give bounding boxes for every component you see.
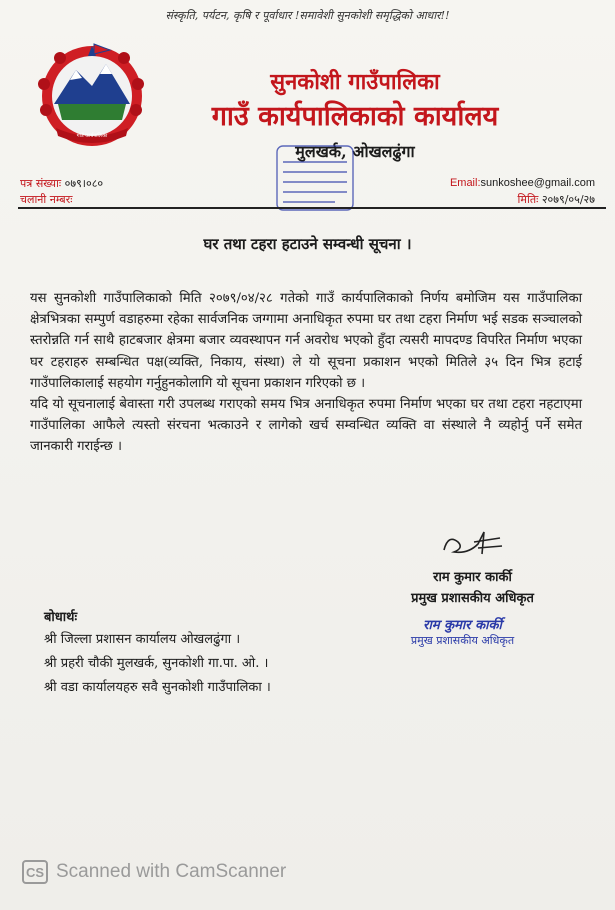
camscanner-text: Scanned with CamScanner: [56, 861, 287, 882]
office-location: मुलखर्क, ओखलढुंगा: [295, 142, 415, 161]
signatory-name: राम कुमार कार्की: [433, 570, 512, 585]
notice-body: [30, 288, 582, 458]
body-paragraph-2: यदि यो सूचनालाई बेवास्ता गरी उपलब्ध गराएको समय भित्र अनाधिकृत रुपमा निर्माण भएका घर तथा टहरा नहटाएमा गाउँपालिका आफैले त्यस्तो संरचना भत्काउने र लागेको खर्च सम्वन्धित व्यक्ति वा संस्थाले नै व्यहोर्नु पर्ने समेत जानकारी गराईन्छ ।: [30, 397, 582, 455]
municipality-name: सुनकोशी गाउँपालिका: [270, 69, 440, 95]
camscanner-logo-icon: CS: [22, 860, 48, 884]
bodharth-item: श्री प्रहरी चौकी मुलखर्क, सुनकोशी गा.पा. ओ. ।: [44, 656, 269, 671]
signatory-designation: प्रमुख प्रशासकीय अधिकृत: [411, 591, 534, 606]
email-line: [450, 176, 595, 189]
body-paragraph-1: यस सुनकोशी गाउँपालिकाको मिति २०७९/०४/२८ गतेको गाउँ कार्यपालिकाको निर्णय बमोजिम यस गाउँपालिका क्षेत्रभित्रका सम्पुर्ण वडाहरुमा रहेका सार्वजनिक जग्गामा अनाधिकृत रुपमा घर तथा टहरा निर्माण भई सडक सञ्चालको स्तरोन्नति गर्न साथै हाटबजार क्षेत्रमा बजार व्यवस्थापन गर्न अवरोध भएको हुँदा त्यसरी मापदण्ड विपरित निर्माण भएका घर टहराहरु सम्बन्धित पक्ष(व्यक्ति, निकाय, संस्था) ले यो सूचना प्रकाशन भएको मितिले ३५ दिन भित्र हटाई गाउँपालिकालाई सहयोग गर्नुहुनकोलागि यो सूचना प्रकाशन गरिएको छ ।: [30, 291, 582, 391]
patra-sankhya-value: ०७९।०८०: [64, 177, 104, 190]
chalani-label: चलानी नम्बरः: [20, 193, 73, 206]
date-label: मितिः: [517, 193, 539, 206]
date-value: २०७९/०५/२७: [541, 193, 595, 206]
notice-subject: घर तथा टहरा हटाउने सम्वन्धी सूचना ।: [203, 235, 412, 253]
handwritten-signature: [438, 524, 508, 560]
bodharth-item: श्री जिल्ला प्रशासन कार्यालय ओखलढुंगा ।: [44, 632, 241, 647]
date-line: [518, 192, 595, 207]
header-divider: [18, 207, 606, 209]
email-label: Email:: [449, 177, 481, 189]
name-stamp-designation: प्रमुख प्रशासकीय अधिकृत: [410, 634, 515, 647]
bodharth-heading: बोधार्थः: [44, 610, 78, 625]
patra-sankhya: [20, 176, 103, 191]
patra-sankhya-label: पत्र संख्याः: [20, 177, 62, 190]
camscanner-watermark: [22, 860, 286, 884]
chalani-number: [20, 192, 72, 207]
nepal-emblem-logo: [36, 40, 148, 150]
office-name: गाउँ कार्यपालिकाको कार्यालय: [211, 101, 499, 132]
bodharth-item: श्री वडा कार्यालयहरु सवै सुनकोशी गाउँपालिका ।: [44, 680, 271, 695]
email-value: sunkoshee@gmail.com: [480, 177, 595, 189]
name-stamp-name: राम कुमार कार्की: [423, 618, 502, 633]
motto: संस्कृति, पर्यटन, कृषि र पूर्वाधार !समावेशी सुनकोशी समृद्धिको आधार!!: [165, 9, 450, 22]
svg-text:गाउँ कार्यपालिका: गाउँ कार्यपालिका: [76, 133, 108, 139]
office-seal-stamp: [265, 140, 365, 216]
